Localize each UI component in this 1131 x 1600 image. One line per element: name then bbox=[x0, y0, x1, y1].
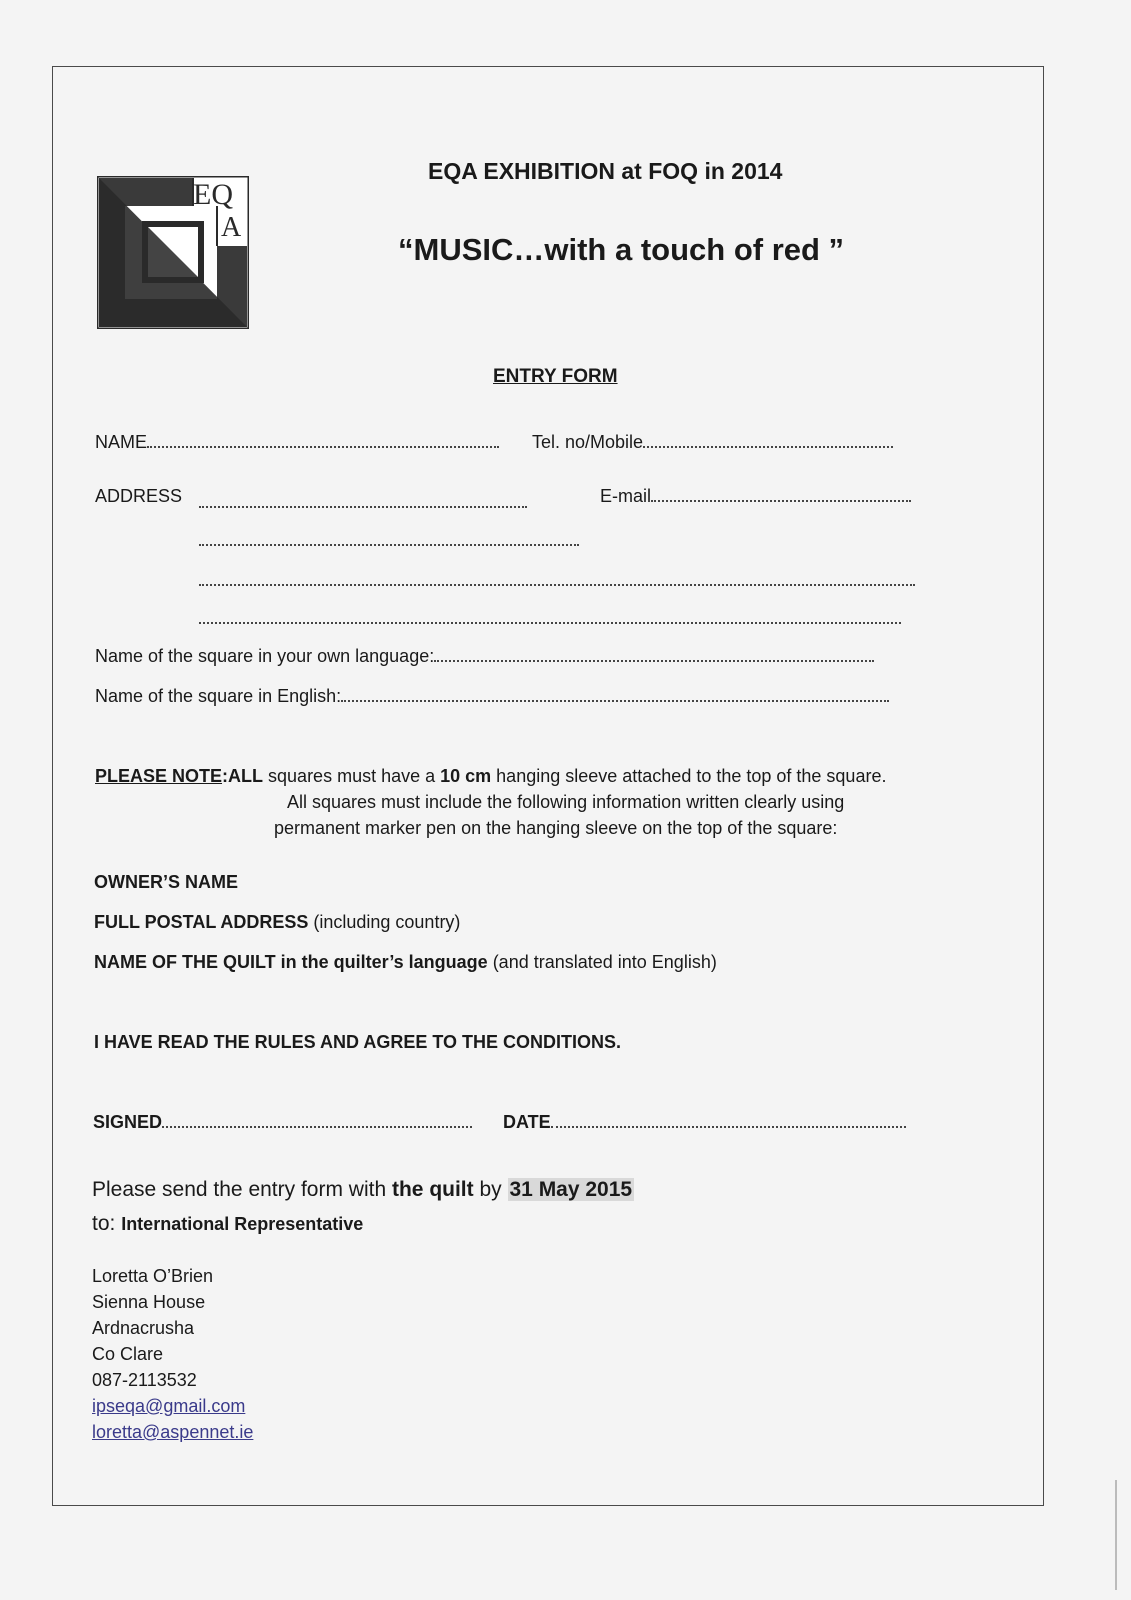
recipient-line bbox=[92, 1212, 363, 1236]
entry-form-heading: ENTRY FORM bbox=[493, 366, 618, 387]
contact-address-3: Co Clare bbox=[92, 1344, 164, 1364]
tel-label: Tel. no/Mobile bbox=[532, 432, 644, 452]
scan-edge bbox=[1115, 1480, 1117, 1590]
contact-address-2: Ardnacrusha bbox=[92, 1318, 195, 1338]
quilt-name-requirement bbox=[94, 952, 717, 973]
note-text-1: squares must have a bbox=[263, 766, 441, 786]
contact-email-1[interactable]: ipseqa@gmail.com bbox=[92, 1396, 246, 1416]
square-own-language-label: Name of the square in your own language: bbox=[95, 646, 435, 666]
send-bold: the quilt bbox=[391, 1178, 474, 1201]
contact-phone: 087-2113532 bbox=[92, 1370, 197, 1390]
exhibition-title: EQA EXHIBITION at FOQ in 2014 bbox=[428, 158, 783, 184]
note-line-3: permanent marker pen on the hanging sleeve on the top of the square: bbox=[274, 818, 838, 838]
address-line-4[interactable] bbox=[199, 608, 901, 624]
date-line[interactable] bbox=[551, 1112, 906, 1128]
deadline: 31 May 2015 bbox=[509, 1178, 633, 1201]
theme-title: “MUSIC…with a touch of red ” bbox=[398, 232, 845, 267]
email-line[interactable] bbox=[651, 486, 911, 502]
square-english-line[interactable] bbox=[341, 686, 889, 702]
email-label: E-mail bbox=[600, 486, 652, 506]
square-own-language-field[interactable] bbox=[95, 646, 874, 667]
note-text-2: hanging sleeve attached to the top of the square. bbox=[491, 766, 887, 786]
note-all: ALL bbox=[228, 766, 264, 786]
quilt-bold: NAME OF THE QUILT in the quilter’s language bbox=[94, 952, 488, 972]
square-own-language-line[interactable] bbox=[434, 646, 874, 662]
postal-bold: FULL POSTAL ADDRESS bbox=[94, 912, 309, 932]
tel-line[interactable] bbox=[643, 432, 893, 448]
contact-name: Loretta O’Brien bbox=[92, 1266, 214, 1286]
postal-rest: (including country) bbox=[308, 912, 461, 932]
signed-field[interactable] bbox=[93, 1112, 472, 1133]
note-line-1 bbox=[95, 766, 886, 787]
signed-label: SIGNED bbox=[93, 1112, 163, 1132]
address-line-3[interactable] bbox=[199, 570, 915, 586]
contact-email-2[interactable]: loretta@aspennet.ie bbox=[92, 1422, 254, 1442]
address-field[interactable] bbox=[95, 486, 182, 507]
owner-name-requirement: OWNER’S NAME bbox=[94, 872, 238, 892]
email-field[interactable] bbox=[600, 486, 911, 507]
square-english-label: Name of the square in English: bbox=[95, 686, 342, 706]
send-text-1: Please send the entry form with bbox=[92, 1178, 392, 1201]
name-label: NAME bbox=[95, 432, 148, 452]
date-label: DATE bbox=[503, 1112, 551, 1132]
logo-letters-eq: EQ bbox=[193, 178, 233, 211]
postal-address-requirement bbox=[94, 912, 460, 933]
recipient: International Representative bbox=[121, 1214, 364, 1234]
please-note-label: PLEASE NOTE bbox=[95, 766, 223, 786]
send-instruction bbox=[92, 1178, 634, 1202]
contact-address-1: Sienna House bbox=[92, 1292, 206, 1312]
agreement-statement: I HAVE READ THE RULES AND AGREE TO THE CONDITIONS. bbox=[94, 1032, 622, 1052]
date-field[interactable] bbox=[503, 1112, 906, 1133]
eqa-logo bbox=[97, 176, 249, 329]
note-line-2: All squares must include the following information written clearly using bbox=[287, 792, 845, 812]
signed-line[interactable] bbox=[162, 1112, 472, 1128]
square-english-field[interactable] bbox=[95, 686, 889, 707]
address-line-1[interactable] bbox=[199, 492, 527, 508]
name-field[interactable] bbox=[95, 432, 499, 453]
tel-field[interactable] bbox=[532, 432, 893, 453]
name-line[interactable] bbox=[147, 432, 499, 448]
address-label: ADDRESS bbox=[95, 486, 183, 506]
quilt-rest: (and translated into English) bbox=[487, 952, 717, 972]
address-line-2[interactable] bbox=[199, 530, 579, 546]
logo-letter-a: A bbox=[221, 212, 242, 243]
note-colon: : bbox=[222, 766, 229, 786]
to-label: to: bbox=[92, 1212, 122, 1235]
send-text-2: by bbox=[473, 1178, 508, 1201]
note-size: 10 cm bbox=[440, 766, 492, 786]
